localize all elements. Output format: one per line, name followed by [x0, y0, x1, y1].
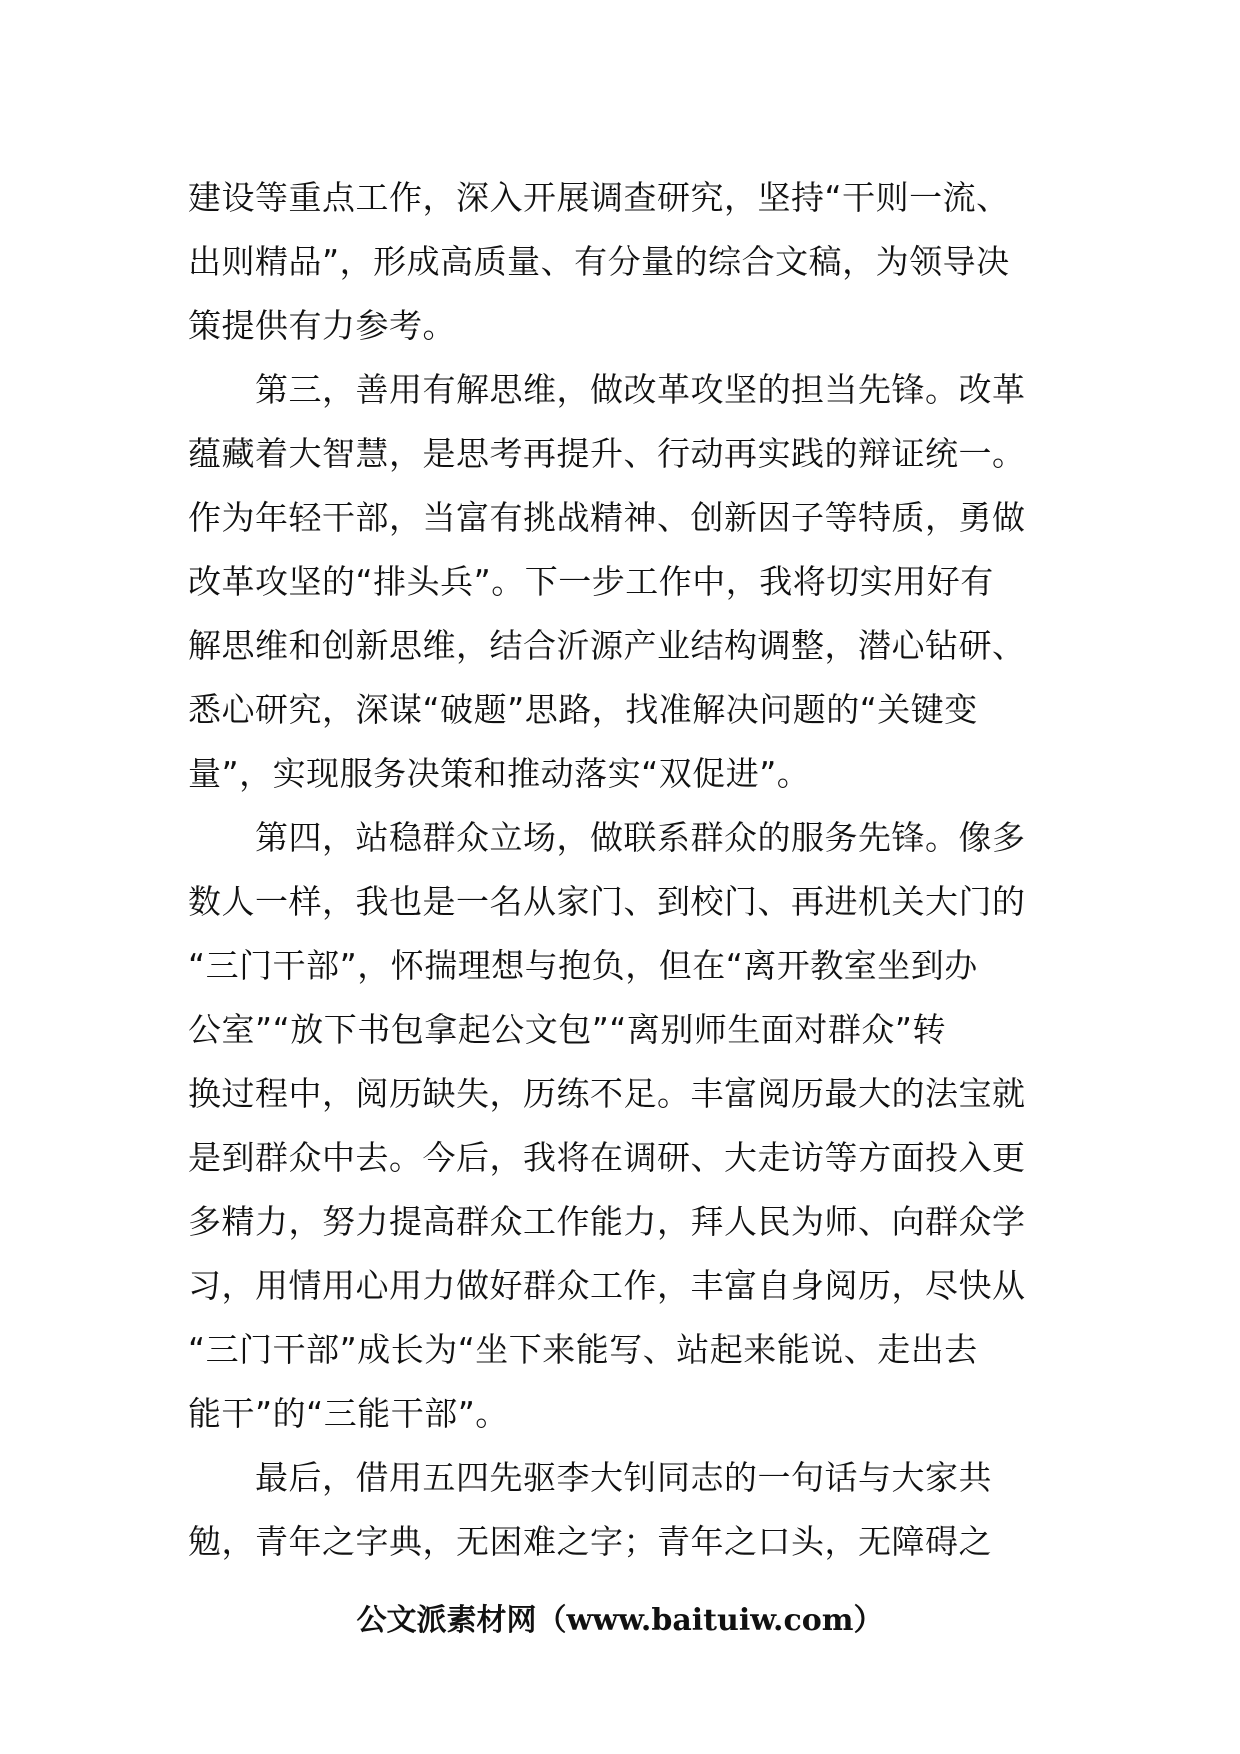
- text-line: 蕴藏着大智慧，是思考再提升、行动再实践的辩证统一。: [188, 434, 1026, 473]
- text-line: 第四，站稳群众立场，做联系群众的服务先锋。像多: [188, 818, 1026, 857]
- text-line: 换过程中，阅历缺失，历练不足。丰富阅历最大的法宝就: [188, 1074, 1026, 1113]
- text-line: 数人一样，我也是一名从家门、到校门、再进机关大门的: [188, 882, 1026, 921]
- text-line: 悉心研究，深谋“破题”思路，找准解决问题的“关键变: [188, 690, 978, 729]
- text-line: 建设等重点工作，深入开展调查研究，坚持“干则一流、: [188, 178, 1010, 217]
- text-line: 多精力，努力提高群众工作能力，拜人民为师、向群众学: [188, 1202, 1026, 1241]
- text-line: 策提供有力参考。: [188, 306, 456, 345]
- text-line: 解思维和创新思维，结合沂源产业结构调整，潜心钻研、: [188, 626, 1026, 665]
- text-line: 公室”“放下书包拿起公文包”“离别师生面对群众”转: [188, 1010, 946, 1049]
- text-line: 第三，善用有解思维，做改革攻坚的担当先锋。改革: [188, 370, 1026, 409]
- text-line: 出则精品”，形成高质量、有分量的综合文稿，为领导决: [188, 242, 1010, 281]
- text-line: 作为年轻干部，当富有挑战精神、创新因子等特质，勇做: [188, 498, 1026, 537]
- source-footer: 公文派素材网（www.baituiw.com）: [356, 1603, 884, 1638]
- text-line: 能干”的“三能干部”。: [188, 1394, 509, 1433]
- text-line: 习，用情用心用力做好群众工作，丰富自身阅历，尽快从: [188, 1266, 1026, 1305]
- text-line: 勉，青年之字典，无困难之字；青年之口头，无障碍之: [188, 1522, 992, 1561]
- text-line: 改革攻坚的“排头兵”。下一步工作中，我将切实用好有: [188, 562, 994, 601]
- text-line: 是到群众中去。今后，我将在调研、大走访等方面投入更: [188, 1138, 1026, 1177]
- text-line: 量”，实现服务决策和推动落实“双促进”。: [188, 754, 811, 793]
- text-line: “三门干部”，怀揣理想与抱负，但在“离开教室坐到办: [188, 946, 978, 985]
- text-line: “三门干部”成长为“坐下来能写、站起来能说、走出去: [188, 1330, 978, 1369]
- text-line: 最后，借用五四先驱李大钊同志的一句话与大家共: [188, 1458, 992, 1497]
